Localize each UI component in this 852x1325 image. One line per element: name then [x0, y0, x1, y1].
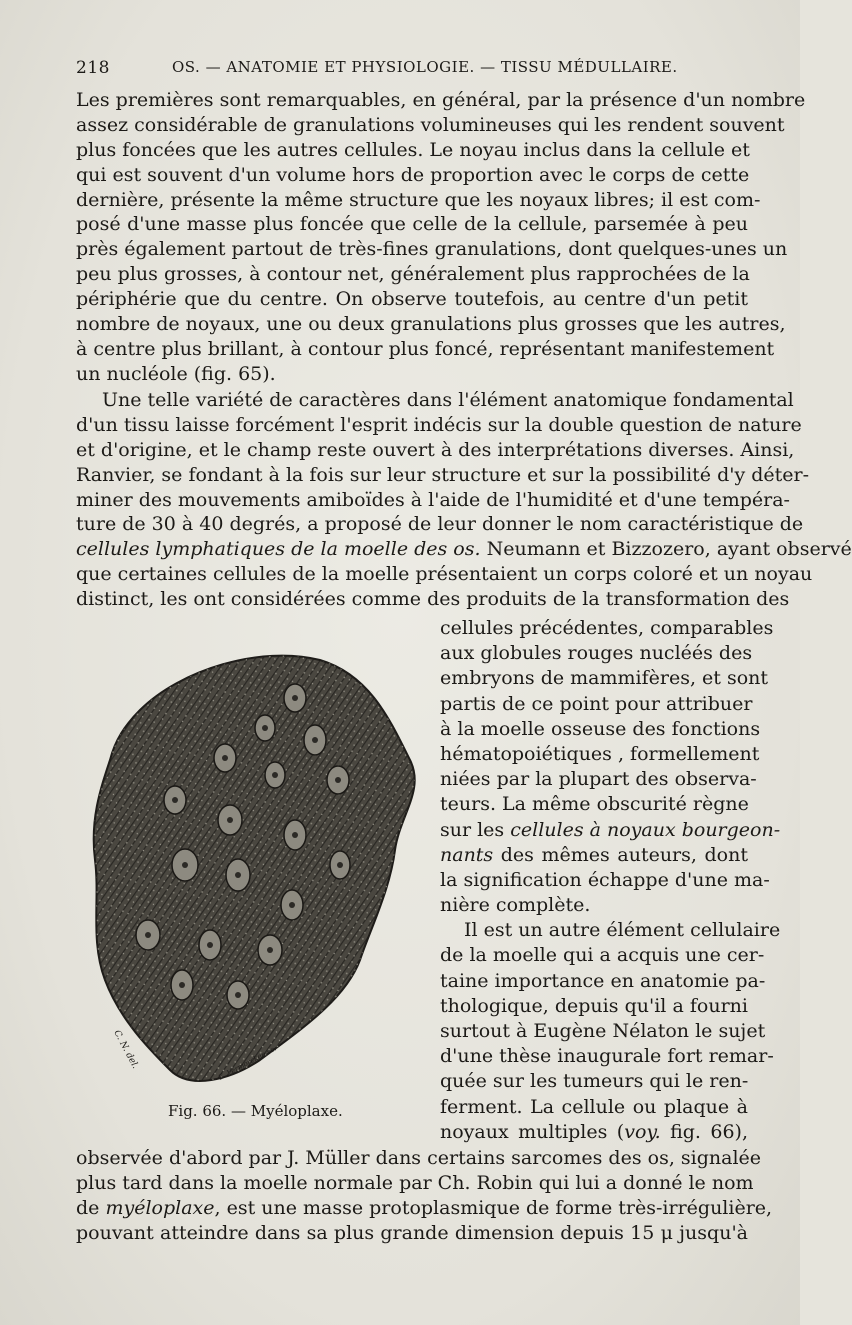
running-title: OS. — ANATOMIE ET PHYSIOLOGIE. — TISSU MÉDULLAIRE. [172, 58, 678, 76]
nucleolus-dot [227, 817, 233, 823]
nucleolus-dot [235, 872, 241, 878]
italic-term: myéloplaxe [105, 1196, 215, 1219]
signature-left: C. N. del. [111, 1028, 140, 1071]
nucleolus-dot [145, 932, 151, 938]
text-line: teurs. La même obscurité règne [440, 793, 749, 816]
text-line: Les premières sont remarquables, en général, par la présence d'un nombre [76, 89, 806, 111]
italic-term: cellules lymphatiques de la moelle des os. [76, 538, 481, 561]
text-line: taine importance en anatomie pa- [440, 969, 766, 992]
text-line: d'une thèse inaugurale fort remar- [440, 1045, 774, 1068]
text-line [440, 1120, 748, 1145]
nucleolus-dot [267, 947, 273, 953]
text-line: et d'origine, et le champ reste ouvert à des interprétations diverses. Ainsi, [76, 438, 795, 461]
nucleolus-dot [262, 725, 268, 731]
text-fragment: fig. 66), [660, 1120, 748, 1143]
nucleolus-dot [292, 832, 298, 838]
nucleolus-dot [272, 772, 278, 778]
text-fragment: sur les [440, 818, 511, 841]
text-line: miner des mouvements amiboïdes à l'aide de l'humidité et d'une tempéra- [76, 488, 790, 511]
cell-texture [94, 656, 415, 1081]
paragraph-end [76, 1146, 773, 1246]
text-line: quée sur les tumeurs qui le ren- [440, 1070, 749, 1093]
text-fragment: des mêmes auteurs, dont [493, 843, 748, 866]
text-line: de la moelle qui a acquis une cer- [440, 944, 765, 967]
text-line: à la moelle osseuse des fonctions [440, 717, 761, 740]
text-line: assez considérable de granulations volumineuses qui les rendent souvent [76, 113, 785, 136]
text-line [76, 1196, 773, 1221]
page-number: 218 [76, 58, 110, 78]
text-line: Il est un autre élément cellulaire [464, 919, 781, 942]
nucleolus-dot [179, 982, 185, 988]
text-line: Une telle variété de caractères dans l'élément anatomique fondamental [102, 389, 794, 411]
text-line [76, 537, 852, 562]
text-line: embryons de mammifères, et sont [440, 667, 769, 690]
figure-66-myeloplaxe [70, 640, 430, 1100]
text-line: dernière, présente la même structure que les noyaux libres; il est com- [76, 188, 761, 211]
nucleolus-dot [172, 797, 178, 803]
text-line: nombre de noyaux, une ou deux granulations plus grosses que les autres, [76, 313, 786, 336]
text-line: pouvant atteindre dans sa plus grande dimension depuis 15 μ jusqu'à [76, 1221, 748, 1244]
text-line: aux globules rouges nucléés des [440, 642, 753, 665]
nucleolus-dot [182, 862, 188, 868]
figure-caption: Fig. 66. — Myéloplaxe. [168, 1102, 343, 1120]
nucleolus-dot [292, 695, 298, 701]
text-line: peu plus grosses, à contour net, généralement plus rapprochées de la [76, 263, 750, 286]
text-fragment: , est une masse protoplasmique de forme très-irrégulière, [214, 1196, 773, 1219]
text-line: nière complète. [440, 894, 591, 917]
nucleolus-dot [207, 942, 213, 948]
text-line: la signification échappe d'une ma- [440, 868, 770, 891]
text-line: à centre plus brillant, à contour plus foncé, représentant manifestement [76, 337, 775, 360]
text-line: plus tard dans la moelle normale par Ch. Robin qui lui a donné le nom [76, 1171, 754, 1194]
italic-term: cellules à noyaux bourgeon- [510, 818, 781, 841]
wrapped-column [440, 616, 781, 1145]
text-line: plus foncées que les autres cellules. Le noyau inclus dans la cellule et [76, 138, 750, 161]
text-line: périphérie que du centre. On observe toutefois, au centre d'un petit [76, 288, 748, 311]
text-line: hématopoiétiques , formellement [440, 742, 760, 765]
text-line: posé d'une masse plus foncée que celle de la cellule, parsemée à peu [76, 213, 748, 236]
text-line: ture de 30 à 40 degrés, a proposé de leur donner le nom caractéristique de [76, 513, 804, 536]
text-line [440, 818, 781, 843]
text-line: niées par la plupart des observa- [440, 768, 757, 791]
myeloplaxe-illustration [70, 640, 430, 1100]
italic-term: voy. [624, 1120, 661, 1143]
text-line: près également partout de très-fines granulations, dont quelques-unes un [76, 238, 788, 261]
italic-term: nants [440, 843, 494, 866]
text-line: observée d'abord par J. Müller dans certains sarcomes des os, signalée [76, 1147, 762, 1169]
text-line: d'un tissu laisse forcément l'esprit indécis sur la double question de nature [76, 413, 802, 436]
text-line: cellules précédentes, comparables [440, 617, 774, 639]
text-line: que certaines cellules de la moelle présentaient un corps coloré et un noyau [76, 563, 813, 586]
nucleolus-dot [335, 777, 341, 783]
text-line: surtout à Eugène Nélaton le sujet [440, 1020, 766, 1042]
nucleolus-dot [312, 737, 318, 743]
text-line: distinct, les ont considérées comme des produits de la transformation des [76, 588, 790, 611]
text-line: thologique, depuis qu'il a fourni [440, 994, 748, 1017]
text-line [440, 843, 748, 868]
text-fragment: de [76, 1196, 106, 1219]
text-line: un nucléole (fig. 65). [76, 362, 276, 385]
text-line: partis de ce point pour attribuer [440, 692, 753, 715]
running-header [76, 58, 756, 84]
text-line: Ranvier, se fondant à la fois sur leur structure et sur la possibilité d'y déter- [76, 463, 810, 486]
nucleolus-dot [235, 992, 241, 998]
paragraph-2 [76, 388, 852, 612]
nucleolus-dot [337, 862, 343, 868]
text-fragment: noyaux multiples ( [440, 1120, 625, 1143]
nucleolus-dot [289, 902, 295, 908]
nucleolus-dot [222, 755, 228, 761]
paragraph-1 [76, 88, 806, 387]
text-line: ferment. La cellule ou plaque à [440, 1095, 748, 1118]
text-line: qui est souvent d'un volume hors de proportion avec le corps de cette [76, 163, 750, 186]
signature-right: E. Vermorcken sc. [217, 1044, 278, 1082]
text-fragment: Neumann et Bizzozero, ayant observé [480, 538, 852, 561]
